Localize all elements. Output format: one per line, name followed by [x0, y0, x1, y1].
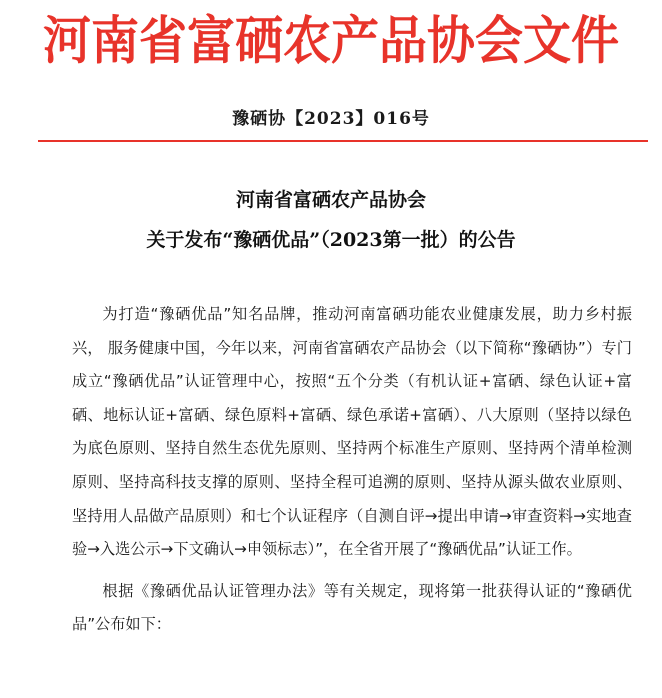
body-paragraph-announcement: 根据《豫硒优品认证管理办法》等有关规定，现将第一批获得认证的“豫硒优品”公布如下： [72, 581, 632, 634]
notice-body [72, 298, 632, 642]
document-number: 豫硒协【2023】016号 [232, 109, 430, 129]
org-masthead: 河南省富硒农产品协会文件 [42, 10, 619, 72]
body-paragraph-intro: 为打造“豫硒优品”知名品牌，推动河南富硒功能农业健康发展，助力乡村振兴， 服务健康中国，今年以来，河南省富硒农产品协会（以下简称“豫硒协”）专门成立“豫硒优品”认证管理中心，按照“五个分类（有机认证+富硒、绿色认证+富硒、地标认证+富硒、绿色原料+富硒、绿色承诺+富硒）、八大原则（坚持以绿色为底色原则、坚持自然生态优先原则、坚持两个标准生产原则、坚持两个清单检测原则、坚持高科技支撑的原则、坚持全程可追溯的原则、坚持从源头做农业原则、坚持用人品做产品原则）和七个认证程序（自测自评→提出申请→审查资料→实地查验→入选公示→下文确认→申领标志）”，在全省开展了“豫硒优品”认证工作。 [72, 305, 632, 559]
red-divider [38, 140, 648, 142]
notice-title-subject: 关于发布“豫硒优品”（2023第一批）的公告 [146, 229, 516, 251]
notice-title-org: 河南省富硒农产品协会 [235, 189, 426, 211]
